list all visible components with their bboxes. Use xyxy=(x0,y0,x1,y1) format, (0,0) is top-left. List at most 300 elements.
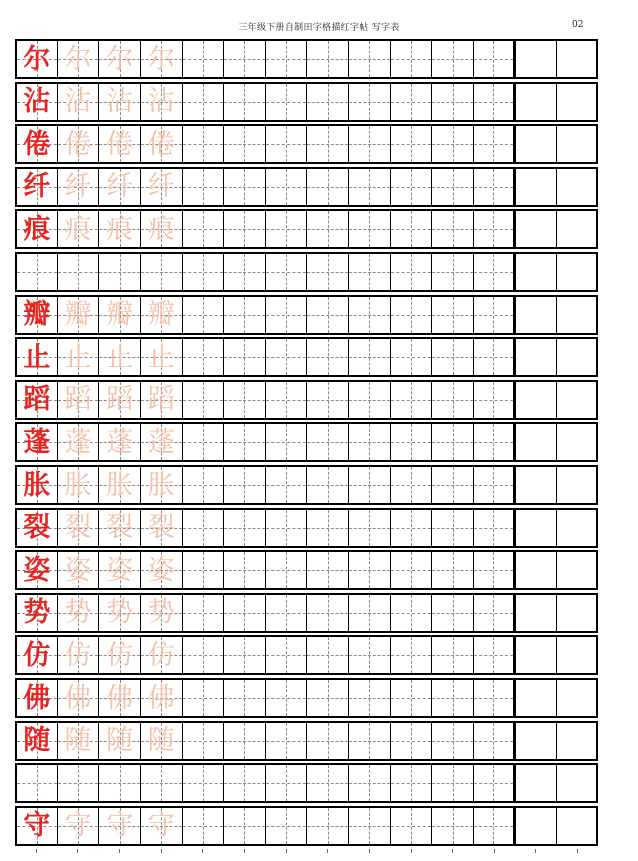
blank-practice-cell xyxy=(556,39,598,79)
trace-character: 势 xyxy=(147,597,175,629)
vertical-guide-line xyxy=(244,126,245,162)
blank-practice-cell xyxy=(265,806,307,846)
blank-practice-cell xyxy=(265,209,307,249)
vertical-guide-line xyxy=(411,211,412,247)
trace-cell xyxy=(57,721,99,761)
trace-cell xyxy=(98,337,140,377)
blank-practice-cell xyxy=(182,763,224,803)
blank-practice-cell xyxy=(515,82,557,122)
model-cell xyxy=(15,252,57,292)
vertical-guide-line xyxy=(411,126,412,162)
vertical-guide-line xyxy=(286,680,287,716)
blank-practice-cell xyxy=(390,124,432,164)
vertical-guide-line xyxy=(493,254,494,290)
blank-practice-cell xyxy=(556,82,598,122)
blank-practice-cell xyxy=(182,508,224,548)
vertical-guide-line xyxy=(369,382,370,418)
trace-cell xyxy=(140,635,182,675)
blank-practice-cell xyxy=(473,635,515,675)
blank-practice-cell xyxy=(515,167,557,207)
trace-cell xyxy=(98,167,140,207)
trace-cell xyxy=(57,380,99,420)
vertical-guide-line xyxy=(369,595,370,631)
trace-character: 止 xyxy=(106,341,134,373)
blank-practice-cell xyxy=(182,380,224,420)
vertical-guide-line xyxy=(203,637,204,673)
vertical-guide-line xyxy=(286,595,287,631)
trace-cell xyxy=(57,422,99,462)
blank-practice-cell xyxy=(473,295,515,335)
trace-character: 尔 xyxy=(64,43,92,75)
trace-cell xyxy=(98,422,140,462)
blank-practice-cell xyxy=(515,635,557,675)
blank-practice-cell xyxy=(556,763,598,803)
blank-practice-cell xyxy=(223,508,265,548)
blank-practice-cell xyxy=(431,635,473,675)
vertical-guide-line xyxy=(493,424,494,460)
trace-cell xyxy=(57,508,99,548)
trace-cell xyxy=(57,678,99,718)
vertical-guide-line xyxy=(328,297,329,333)
vertical-guide-line xyxy=(369,41,370,77)
vertical-guide-line xyxy=(120,765,121,801)
trace-cell xyxy=(140,550,182,590)
model-character: 势 xyxy=(23,597,51,629)
vertical-guide-line xyxy=(369,552,370,588)
blank-practice-cell xyxy=(348,380,390,420)
vertical-guide-line xyxy=(244,424,245,460)
trace-cell xyxy=(140,380,182,420)
blank-practice-cell xyxy=(306,550,348,590)
vertical-guide-line xyxy=(411,467,412,503)
trace-cell xyxy=(57,337,99,377)
trace-character: 倦 xyxy=(147,128,175,160)
vertical-guide-line xyxy=(411,169,412,205)
vertical-guide-line xyxy=(286,126,287,162)
margin-tick xyxy=(77,849,78,853)
model-cell xyxy=(15,39,57,79)
trace-character: 裂 xyxy=(64,512,92,544)
blank-practice-cell xyxy=(473,465,515,505)
blank-practice-cell xyxy=(348,678,390,718)
trace-character: 痕 xyxy=(64,213,92,245)
blank-practice-cell xyxy=(390,167,432,207)
model-cell xyxy=(15,806,57,846)
vertical-guide-line xyxy=(244,723,245,759)
blank-practice-cell xyxy=(223,550,265,590)
blank-practice-cell xyxy=(348,721,390,761)
vertical-guide-line xyxy=(286,510,287,546)
trace-character: 蓬 xyxy=(147,426,175,458)
blank-practice-cell xyxy=(182,721,224,761)
blank-practice-cell xyxy=(390,380,432,420)
blank-practice-cell xyxy=(182,593,224,633)
vertical-guide-line xyxy=(411,595,412,631)
vertical-guide-line xyxy=(493,126,494,162)
vertical-guide-line xyxy=(286,808,287,844)
blank-practice-cell xyxy=(515,295,557,335)
trace-character: 尔 xyxy=(147,43,175,75)
vertical-guide-line xyxy=(244,680,245,716)
blank-practice-cell xyxy=(306,39,348,79)
trace-cell xyxy=(140,39,182,79)
vertical-guide-line xyxy=(453,765,454,801)
blank-practice-cell xyxy=(265,763,307,803)
vertical-guide-line xyxy=(411,637,412,673)
vertical-guide-line xyxy=(493,211,494,247)
vertical-guide-line xyxy=(244,211,245,247)
practice-row xyxy=(15,39,598,79)
trace-character: 仿 xyxy=(106,639,134,671)
trace-character: 蹈 xyxy=(64,384,92,416)
vertical-guide-line xyxy=(493,41,494,77)
blank-practice-cell xyxy=(515,593,557,633)
blank-practice-cell xyxy=(182,550,224,590)
trace-cell xyxy=(57,635,99,675)
model-cell xyxy=(15,593,57,633)
vertical-guide-line xyxy=(411,41,412,77)
vertical-guide-line xyxy=(453,552,454,588)
blank-practice-cell xyxy=(390,763,432,803)
vertical-guide-line xyxy=(328,765,329,801)
vertical-guide-line xyxy=(493,84,494,120)
practice-row xyxy=(15,550,598,590)
blank-practice-cell xyxy=(306,721,348,761)
vertical-guide-line xyxy=(453,254,454,290)
model-cell xyxy=(15,167,57,207)
vertical-guide-line xyxy=(78,765,79,801)
model-character: 姿 xyxy=(23,554,51,586)
vertical-guide-line xyxy=(203,339,204,375)
margin-tick xyxy=(577,849,578,853)
blank-practice-cell xyxy=(182,337,224,377)
page-title: 三年级下册自制田字格描红字帖 写字表 xyxy=(238,23,400,33)
blank-practice-cell xyxy=(473,678,515,718)
blank-practice-cell xyxy=(265,635,307,675)
vertical-guide-line xyxy=(328,510,329,546)
trace-character: 纤 xyxy=(147,171,175,203)
trace-cell xyxy=(98,721,140,761)
model-character: 沾 xyxy=(23,86,51,118)
blank-practice-cell xyxy=(556,550,598,590)
blank-practice-cell xyxy=(431,295,473,335)
vertical-guide-line xyxy=(411,424,412,460)
blank-practice-cell xyxy=(348,252,390,292)
blank-practice-cell xyxy=(556,635,598,675)
model-cell xyxy=(15,295,57,335)
margin-tick xyxy=(327,849,328,853)
vertical-guide-line xyxy=(328,723,329,759)
vertical-guide-line xyxy=(78,254,79,290)
trace-character: 痕 xyxy=(106,213,134,245)
vertical-guide-line xyxy=(369,254,370,290)
blank-practice-cell xyxy=(223,167,265,207)
blank-practice-cell xyxy=(431,806,473,846)
blank-practice-cell xyxy=(306,763,348,803)
vertical-guide-line xyxy=(244,84,245,120)
blank-practice-cell xyxy=(265,422,307,462)
blank-practice-cell xyxy=(223,593,265,633)
trace-character: 倦 xyxy=(64,128,92,160)
vertical-guide-line xyxy=(453,424,454,460)
trace-character: 尔 xyxy=(106,43,134,75)
blank-practice-cell xyxy=(556,209,598,249)
vertical-guide-line xyxy=(286,765,287,801)
vertical-guide-line xyxy=(369,424,370,460)
blank-practice-cell xyxy=(348,593,390,633)
trace-character: 仿 xyxy=(147,639,175,671)
vertical-guide-line xyxy=(120,254,121,290)
model-cell xyxy=(15,550,57,590)
vertical-guide-line xyxy=(244,510,245,546)
trace-cell xyxy=(140,763,182,803)
trace-character: 势 xyxy=(64,597,92,629)
trace-character: 胀 xyxy=(106,469,134,501)
vertical-guide-line xyxy=(203,680,204,716)
vertical-guide-line xyxy=(161,254,162,290)
margin-tick xyxy=(161,849,162,853)
model-character: 守 xyxy=(23,810,51,842)
blank-practice-cell xyxy=(431,167,473,207)
trace-cell xyxy=(98,252,140,292)
model-character: 止 xyxy=(23,341,51,373)
vertical-guide-line xyxy=(37,765,38,801)
vertical-guide-line xyxy=(411,382,412,418)
blank-practice-cell xyxy=(431,763,473,803)
blank-practice-cell xyxy=(556,124,598,164)
trace-character: 蓬 xyxy=(106,426,134,458)
blank-practice-cell xyxy=(348,167,390,207)
vertical-guide-line xyxy=(244,467,245,503)
trace-cell xyxy=(98,465,140,505)
trace-character: 势 xyxy=(106,597,134,629)
trace-character: 倦 xyxy=(106,128,134,160)
trace-character: 随 xyxy=(147,725,175,757)
blank-practice-cell xyxy=(515,124,557,164)
trace-cell xyxy=(140,209,182,249)
blank-practice-cell xyxy=(556,337,598,377)
blank-practice-cell xyxy=(556,252,598,292)
blank-practice-cell xyxy=(473,209,515,249)
practice-row xyxy=(15,124,598,164)
blank-practice-cell xyxy=(348,39,390,79)
blank-practice-cell xyxy=(473,167,515,207)
practice-row xyxy=(15,167,598,207)
blank-practice-cell xyxy=(515,252,557,292)
trace-character: 守 xyxy=(106,810,134,842)
trace-character: 纤 xyxy=(64,171,92,203)
practice-row xyxy=(15,806,598,846)
blank-practice-cell xyxy=(348,550,390,590)
practice-row xyxy=(15,763,598,803)
blank-practice-cell xyxy=(515,721,557,761)
vertical-guide-line xyxy=(453,595,454,631)
blank-practice-cell xyxy=(473,124,515,164)
blank-practice-cell xyxy=(182,422,224,462)
blank-practice-cell xyxy=(431,678,473,718)
blank-practice-cell xyxy=(306,82,348,122)
vertical-guide-line xyxy=(328,595,329,631)
blank-practice-cell xyxy=(556,678,598,718)
vertical-guide-line xyxy=(369,339,370,375)
trace-cell xyxy=(98,209,140,249)
trace-character: 蓬 xyxy=(64,426,92,458)
trace-cell xyxy=(98,380,140,420)
trace-cell xyxy=(140,721,182,761)
blank-practice-cell xyxy=(431,465,473,505)
vertical-guide-line xyxy=(328,552,329,588)
blank-practice-cell xyxy=(431,422,473,462)
trace-character: 胀 xyxy=(64,469,92,501)
trace-cell xyxy=(98,82,140,122)
trace-character: 随 xyxy=(106,725,134,757)
vertical-guide-line xyxy=(493,510,494,546)
blank-practice-cell xyxy=(473,508,515,548)
blank-practice-cell xyxy=(556,593,598,633)
blank-practice-cell xyxy=(390,593,432,633)
blank-practice-cell xyxy=(390,550,432,590)
blank-practice-cell xyxy=(223,252,265,292)
blank-practice-cell xyxy=(515,39,557,79)
blank-practice-cell xyxy=(348,82,390,122)
blank-practice-cell xyxy=(556,465,598,505)
trace-cell xyxy=(57,209,99,249)
vertical-guide-line xyxy=(411,680,412,716)
blank-practice-cell xyxy=(556,806,598,846)
vertical-guide-line xyxy=(493,723,494,759)
trace-cell xyxy=(57,82,99,122)
blank-practice-cell xyxy=(348,337,390,377)
vertical-guide-line xyxy=(453,510,454,546)
vertical-guide-line xyxy=(328,41,329,77)
trace-cell xyxy=(140,252,182,292)
vertical-guide-line xyxy=(286,84,287,120)
vertical-guide-line xyxy=(244,254,245,290)
trace-cell xyxy=(140,465,182,505)
margin-tick xyxy=(286,849,287,853)
vertical-guide-line xyxy=(369,765,370,801)
vertical-guide-line xyxy=(244,41,245,77)
model-cell xyxy=(15,82,57,122)
trace-cell xyxy=(140,806,182,846)
blank-practice-cell xyxy=(182,124,224,164)
blank-practice-cell xyxy=(515,465,557,505)
trace-cell xyxy=(57,763,99,803)
blank-practice-cell xyxy=(515,550,557,590)
blank-practice-cell xyxy=(306,508,348,548)
blank-practice-cell xyxy=(515,678,557,718)
vertical-guide-line xyxy=(37,254,38,290)
vertical-guide-line xyxy=(328,467,329,503)
vertical-guide-line xyxy=(493,467,494,503)
trace-cell xyxy=(57,252,99,292)
model-character: 随 xyxy=(23,725,51,757)
blank-practice-cell xyxy=(390,39,432,79)
vertical-guide-line xyxy=(453,637,454,673)
trace-character: 裂 xyxy=(147,512,175,544)
vertical-guide-line xyxy=(369,467,370,503)
blank-practice-cell xyxy=(223,422,265,462)
blank-practice-cell xyxy=(265,508,307,548)
model-cell xyxy=(15,337,57,377)
blank-practice-cell xyxy=(348,465,390,505)
trace-character: 纤 xyxy=(106,171,134,203)
blank-practice-cell xyxy=(390,252,432,292)
vertical-guide-line xyxy=(244,765,245,801)
vertical-guide-line xyxy=(328,637,329,673)
trace-character: 止 xyxy=(64,341,92,373)
blank-practice-cell xyxy=(556,422,598,462)
vertical-guide-line xyxy=(203,211,204,247)
blank-practice-cell xyxy=(223,380,265,420)
blank-practice-cell xyxy=(390,508,432,548)
blank-practice-cell xyxy=(223,337,265,377)
blank-practice-cell xyxy=(348,422,390,462)
model-cell xyxy=(15,209,57,249)
vertical-guide-line xyxy=(203,254,204,290)
model-character: 胀 xyxy=(23,469,51,501)
margin-tick xyxy=(244,849,245,853)
blank-practice-cell xyxy=(473,422,515,462)
practice-row xyxy=(15,678,598,718)
blank-practice-cell xyxy=(306,167,348,207)
blank-practice-cell xyxy=(390,337,432,377)
trace-character: 姿 xyxy=(147,554,175,586)
trace-cell xyxy=(57,167,99,207)
vertical-guide-line xyxy=(453,84,454,120)
vertical-guide-line xyxy=(244,808,245,844)
vertical-guide-line xyxy=(369,637,370,673)
trace-character: 蹈 xyxy=(106,384,134,416)
trace-cell xyxy=(140,167,182,207)
vertical-guide-line xyxy=(369,723,370,759)
blank-practice-cell xyxy=(306,209,348,249)
blank-practice-cell xyxy=(223,124,265,164)
blank-practice-cell xyxy=(431,380,473,420)
blank-practice-cell xyxy=(182,39,224,79)
blank-practice-cell xyxy=(265,380,307,420)
vertical-guide-line xyxy=(411,765,412,801)
blank-practice-cell xyxy=(265,167,307,207)
vertical-guide-line xyxy=(203,424,204,460)
blank-practice-cell xyxy=(182,167,224,207)
blank-practice-cell xyxy=(306,806,348,846)
blank-practice-cell xyxy=(348,209,390,249)
vertical-guide-line xyxy=(369,84,370,120)
vertical-guide-line xyxy=(286,211,287,247)
model-cell xyxy=(15,380,57,420)
practice-row xyxy=(15,380,598,420)
blank-practice-cell xyxy=(306,124,348,164)
vertical-guide-line xyxy=(493,382,494,418)
vertical-guide-line xyxy=(286,424,287,460)
blank-practice-cell xyxy=(515,380,557,420)
practice-row xyxy=(15,295,598,335)
vertical-guide-line xyxy=(328,254,329,290)
blank-practice-cell xyxy=(182,465,224,505)
vertical-guide-line xyxy=(244,637,245,673)
vertical-guide-line xyxy=(369,808,370,844)
blank-practice-cell xyxy=(390,806,432,846)
blank-practice-cell xyxy=(515,806,557,846)
trace-cell xyxy=(140,508,182,548)
practice-row xyxy=(15,209,598,249)
vertical-guide-line xyxy=(411,510,412,546)
vertical-guide-line xyxy=(493,595,494,631)
trace-cell xyxy=(140,295,182,335)
blank-practice-cell xyxy=(556,295,598,335)
vertical-guide-line xyxy=(328,424,329,460)
